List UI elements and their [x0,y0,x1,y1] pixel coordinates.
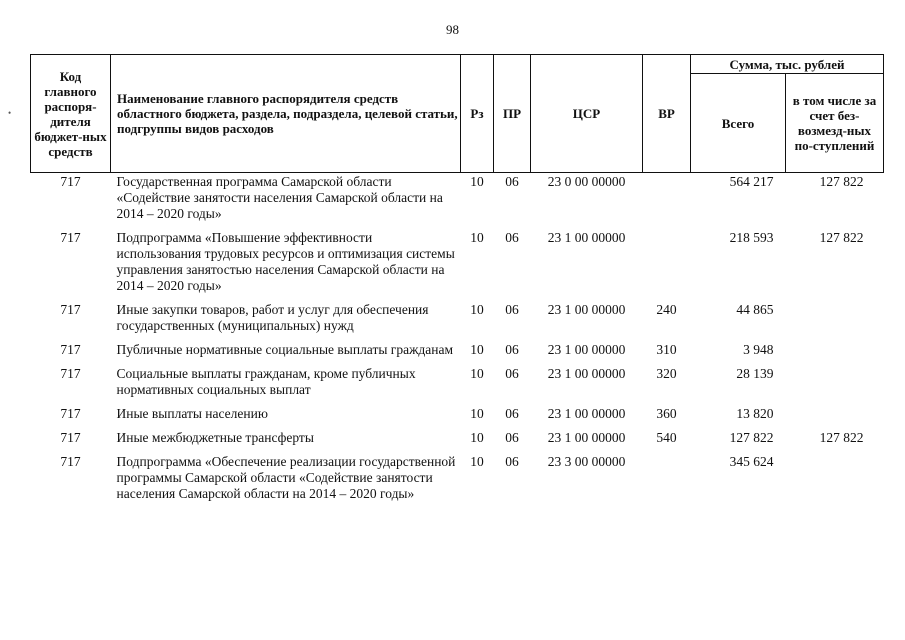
cell-vr: 540 [656,430,677,445]
cell-name: Публичные нормативные социальные выплаты гражданам [116,342,454,357]
cell-csr: 23 1 00 00000 [547,230,626,245]
cell-code: 717 [60,174,81,189]
scan-mark: • [8,108,12,118]
cell-vr [643,230,691,302]
cell-csr: 23 3 00 00000 [547,454,626,469]
table-row [31,230,884,302]
header-free: в том числе за счет без-возмезд-ных по-ступлений [786,74,884,173]
table-row [31,430,884,454]
cell-csr: 23 1 00 00000 [547,302,626,317]
cell-total: 28 139 [736,366,774,381]
cell-total: 13 820 [736,406,774,421]
cell-rz: 10 [470,454,484,469]
cell-name: Иные закупки товаров, работ и услуг для обеспечения государственных (муниципальных) нужд [116,302,429,333]
cell-csr: 23 0 00 00000 [547,174,626,189]
cell-code: 717 [60,430,81,445]
table-row [31,173,884,231]
cell-name: Социальные выплаты гражданам, кроме публичных нормативных социальных выплат [116,366,416,397]
cell-code: 717 [60,302,81,317]
cell-total: 218 593 [729,230,774,245]
cell-total: 127 822 [729,430,774,445]
cell-code: 717 [60,230,81,245]
cell-free: 127 822 [819,230,864,245]
cell-code: 717 [60,454,81,469]
table-body [31,173,884,511]
page-number: 98 [446,22,459,37]
cell-csr: 23 1 00 00000 [547,366,626,381]
cell-free [786,342,884,366]
cell-pr: 06 [505,430,519,445]
cell-csr: 23 1 00 00000 [547,406,626,421]
cell-vr: 240 [656,302,677,317]
table-row [31,406,884,430]
cell-name: Иные выплаты населению [116,406,268,421]
cell-pr: 06 [505,366,519,381]
cell-code: 717 [60,342,81,357]
cell-free: 127 822 [819,174,864,189]
header-pr: ПР [494,55,531,173]
cell-name: Государственная программа Самарской области «Содействие занятости населения Самарской области на 2014 – 2020 годы» [116,174,443,221]
header-sum: Сумма, тыс. рублей [691,55,884,74]
table-row [31,366,884,406]
cell-pr: 06 [505,406,519,421]
cell-rz: 10 [470,302,484,317]
cell-name: Подпрограмма «Обеспечение реализации государственной программы Самарской области «Содействие занятости населения Самарской области на 2014 – 2020 годы» [116,454,456,501]
cell-free [786,366,884,406]
cell-vr [643,454,691,510]
cell-free [786,406,884,430]
header-vr: ВР [643,55,691,173]
cell-rz: 10 [470,366,484,381]
cell-total: 345 624 [729,454,774,469]
cell-total: 44 865 [736,302,774,317]
header-name: Наименование главного распорядителя средств областного бюджета, раздела, подраздела, целевой статьи, подгруппы видов расходов [111,55,461,173]
header-rz: Рз [461,55,494,173]
cell-free: 127 822 [819,430,864,445]
cell-total: 3 948 [743,342,774,357]
budget-table [30,54,884,510]
cell-pr: 06 [505,174,519,189]
cell-csr: 23 1 00 00000 [547,430,626,445]
cell-free [786,454,884,510]
cell-free [786,302,884,342]
cell-pr: 06 [505,302,519,317]
table-row [31,454,884,510]
cell-vr: 320 [656,366,677,381]
table-row [31,302,884,342]
header-code: Код главного распоря-дителя бюджет-ных средств [31,55,111,173]
table-row [31,342,884,366]
header-csr: ЦСР [531,55,643,173]
cell-rz: 10 [470,230,484,245]
cell-vr: 310 [656,342,677,357]
header-total: Всего [691,74,786,173]
cell-rz: 10 [470,174,484,189]
cell-pr: 06 [505,454,519,469]
cell-rz: 10 [470,406,484,421]
table-header [31,55,884,173]
cell-name: Иные межбюджетные трансферты [116,430,314,445]
cell-name: Подпрограмма «Повышение эффективности использования трудовых ресурсов и оптимизация системы управления занятостью населения Самарской области на 2014 – 2020 годы» [116,230,455,293]
cell-code: 717 [60,366,81,381]
cell-rz: 10 [470,342,484,357]
cell-rz: 10 [470,430,484,445]
cell-code: 717 [60,406,81,421]
cell-vr: 360 [656,406,677,421]
cell-vr [643,173,691,231]
cell-total: 564 217 [729,174,774,189]
cell-csr: 23 1 00 00000 [547,342,626,357]
cell-pr: 06 [505,342,519,357]
cell-pr: 06 [505,230,519,245]
